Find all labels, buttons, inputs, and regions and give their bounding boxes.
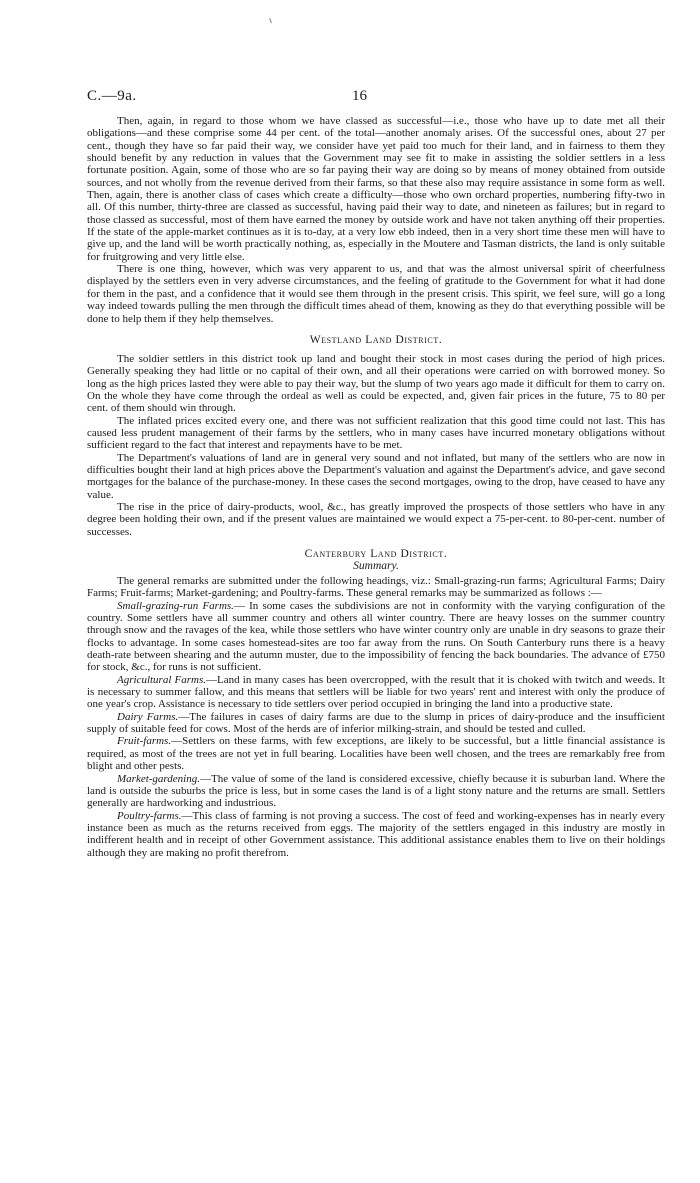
list-item (87, 735, 665, 772)
item-label: Agricultural Farms. (117, 673, 207, 686)
section-subheading: Summary. (353, 560, 399, 572)
paragraph: The soldier settlers in this district took up land and bought their stock in most cases during the period of high prices. Generally speaking they had little or no capital of their own, and all their operations were carried on with borrowed money. So long as the high prices lasted they were able to pay their way, but the slump of two years ago made it difficult for them to carry on. On the whole they have come through the ordeal as well as could be expected, and, given fair prices in the future, 75 to 80 per cent. of them should win through. (87, 352, 665, 415)
item-text: —Land in many cases has been overcropped, with the result that it is choked with twitch and weeds. It is necessary to summer fallow, and this means that settlers will be liable for two years' rent and interest with only the produce of one year's crop. Assistance is necessary to tide settlers over period occupied in bringing the land into a productive state. (87, 673, 665, 711)
item-text: —Settlers on these farms, with few exceptions, are likely to be successful, but a little financial assistance is required, as most of the trees are not yet in full bearing. Localities have been well chosen, and the trees are remarkably free from blight and other pests. (87, 735, 665, 773)
section-westland (87, 334, 665, 538)
page-header (87, 88, 665, 112)
list-item (87, 773, 665, 810)
document-reference: C.—9a. (87, 88, 137, 104)
item-label: Small-grazing-run Farms. (117, 599, 234, 612)
item-label: Dairy Farms. (117, 710, 179, 723)
list-item (87, 810, 665, 859)
item-label: Market-gardening. (117, 772, 200, 785)
section-orchard-remarks (87, 115, 665, 325)
item-text: —This class of farming is not proving a success. The cost of feed and working-expenses has in nearly every instance been as much as the returns received from eggs. The majority of the settlers engaged in this industry are mostly in indifferent health and in receipt of other Government assistance. This additional assistance enables them to live on their holdings although they are making no profit therefrom. (87, 809, 665, 859)
paragraph: The rise in the price of dairy-products, wool, &c., has greatly improved the prospects of those settlers who have in any degree been holding their own, and if the present values are maintained we would expect a 75-per-cent. to 80-per-cent. number of successes. (87, 500, 665, 538)
paragraph: Then, again, in regard to those whom we have classed as successful—i.e., those who have up to date met all their obligations—and these comprise some 44 per cent. of the total—another anomaly arises. Of the successful ones, about 27 per cent., though they have so far paid their way, we consider have yet paid too much for their land, and in fairness to them they should benefit by any reduction in values that the Government may see fit to make in assisting the soldier settlers in a less fortunate position. Again, some of those who are so far paying their way are doing so by means of money obtained from outside sources, and not wholly from the revenue derived from their farms, so that these also may require assistance in some form as well. Then, again, there is another class of cases which create a difficulty—those who own orchard properties, numbering fifty-two in all. Of this number, thirty-three are classed as successful, having paid their way to date, and nineteen as failures; but in regard to those classed as successful, most of them have earned the money by outside work and have not taken anything off their properties. If the state of the apple-market continues as it is to-day, at a very low ebb indeed, then in a very short time these men will have to give up, and the land will be worth practically nothing, as, especially in the Moutere and Tasman districts, the land is only suitable for fruitgrowing and very little else. (87, 115, 665, 263)
section-heading: Canterbury Land District. (304, 548, 448, 560)
item-text: —The value of some of the land is considered excessive, chiefly because it is suburban land. Where the land is outside the suburbs the price is less, but in some cases the land is of a light stony nature and the returns are small. Settlers generally are hardworking and industrious. (87, 772, 665, 810)
paragraph: The general remarks are submitted under the following headings, viz.: Small-grazing-run farms; Agricultural Farms; Dairy Farms; Fruit-farms; Market-gardening; and Poultry-farms. These general remarks may be summarized as follows :— (87, 575, 665, 600)
list-item (87, 674, 665, 711)
paragraph: There is one thing, however, which was very apparent to us, and that was the almost universal spirit of cheerfulness displayed by the settlers even in very adverse circumstances, and the feeling of gratitude to the Government for what it had done for them in the past, and a confidence that it would see them through in the present crisis. This spirit, we feel sure, will go a long way indeed towards pulling the men through the difficult times ahead of them, knowing as they do that everything possible will be done to help them if they help themselves. (87, 263, 665, 325)
section-canterbury (87, 548, 665, 859)
document-page (87, 88, 665, 859)
item-label: Fruit-farms. (117, 735, 172, 748)
list-item (87, 600, 665, 674)
paragraph: The inflated prices excited every one, and there was not sufficient realization that this good time could not last. This has caused less prudent management of their farms by the settlers, who in many cases have incurred monetary obligations without sufficient regard to the fact that interest and repayments have to be met. (87, 414, 665, 452)
paragraph: The Department's valuations of land are in general very sound and not inflated, but many of the settlers who are now in difficulties bought their land at high prices above the Department's valuation and against the Department's advice, and gave second mortgages for the balance of the purchase-money. In these cases the second mortgages, owing to the drop, have ceased to have any value. (87, 451, 665, 501)
item-label: Poultry-farms. (117, 809, 182, 822)
item-text: —The failures in cases of dairy farms are due to the slump in prices of dairy-produce and the insufficient supply of suitable feed for cows. Most of the herds are of inferior milking-strain, and should be tested and culled. (87, 710, 665, 736)
section-heading: Westland Land District. (309, 333, 443, 346)
item-text: — In some cases the subdivisions are not in conformity with the varying configuration of the country. Some settlers have all summer country and others all winter country. There are heavy losses on the summer country through snow and the ravages of the kea, while those settlers who have winter country only are unable in dry seasons to graze their flocks to advantage. In some cases homestead-sites are too far away from the runs. On South Canterbury runs there is a heavy death-rate between shearing and the autumn muster, due to the impossibility of fencing the back boundaries. The advance of £750 for stock, &c., for runs is not sufficient. (87, 599, 665, 674)
page-mark (269, 18, 272, 23)
page-number: 16 (352, 88, 367, 104)
list-item (87, 711, 665, 736)
